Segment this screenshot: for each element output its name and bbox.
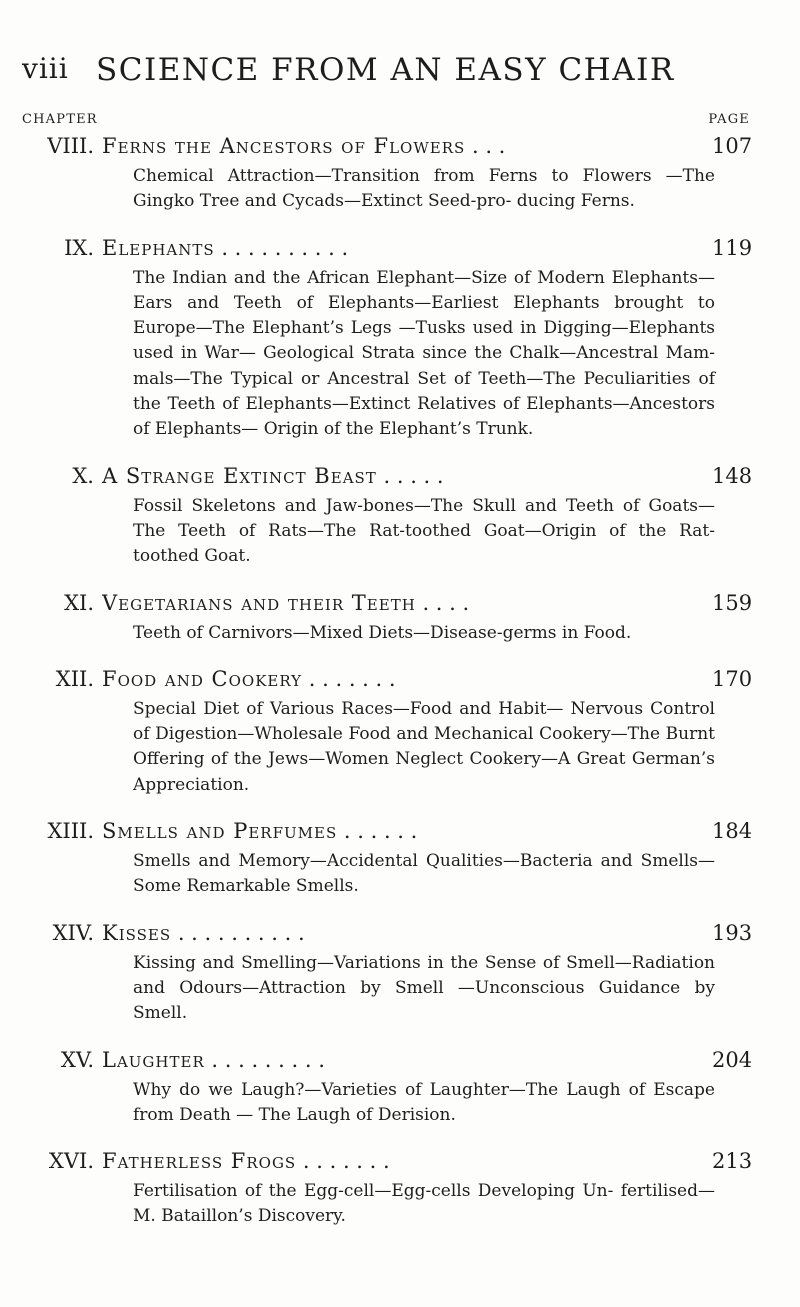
toc-entry <box>0 667 800 798</box>
chapter-number: VIII. <box>47 134 94 158</box>
chapter-summary: Special Diet of Various Races—Food and Habit— Nervous Control of Digestion—Wholesale Food and Mechanical Cookery—The Burnt Offering of the Jews—Women Neglect Cookery—A Great German’s Appreciation. <box>133 698 715 795</box>
page-number[interactable]: 184 <box>712 819 753 844</box>
chapter-number: XII. <box>55 666 94 691</box>
dot-leader: . . . . . . <box>337 819 418 844</box>
chapter-title[interactable]: Vegetarians and their Teeth . . . . <box>102 590 470 615</box>
dot-leader: . . . . . . . <box>296 1149 390 1174</box>
column-labels <box>22 112 750 130</box>
toc-entry <box>0 236 800 443</box>
chapter-number: XVI. <box>48 1149 94 1174</box>
chapter-title[interactable]: Food and Cookery . . . . . . . <box>102 666 396 691</box>
page-number[interactable]: 204 <box>712 1047 753 1072</box>
toc-entry <box>0 1048 800 1129</box>
page-number[interactable]: 193 <box>712 920 753 945</box>
page-column-label: PAGE <box>708 112 750 127</box>
chapter-number: XI. <box>64 590 94 615</box>
chapter-title[interactable]: A Strange Extinct Beast . . . . . <box>102 463 444 488</box>
page-folio: viii <box>22 52 69 85</box>
page-number[interactable]: 170 <box>712 666 753 691</box>
toc-entry <box>0 134 800 215</box>
chapter-summary: Teeth of Carnivors—Mixed Diets—Disease-germs in Food. <box>133 622 632 643</box>
chapter-summary: Smells and Memory—Accidental Qualities—Bacteria and Smells—Some Remarkable Smells. <box>133 851 715 897</box>
page-number[interactable]: 119 <box>712 235 753 260</box>
page-number[interactable]: 213 <box>712 1149 753 1174</box>
toc-entry <box>0 921 800 1027</box>
chapter-summary: Fossil Skeletons and Jaw-bones—The Skull and Teeth of Goats—The Teeth of Rats—The Rat-toothed Goat—Origin of the Rat-toothed Goat. <box>133 495 715 567</box>
chapter-summary: The Indian and the African Elephant—Size of Modern Elephants—Ears and Teeth of Elephants—Earliest Elephants brought to Europe—The Elephant’s Legs —Tusks used in Digging—Elephants used in War— Geological Strata since the Chalk—Ancestral Mam- mals—The Typical or Ancestral Set of Teeth—The Peculiarities of the Teeth of Elephants—Extinct Relatives of Elephants—Ancestors of Elephants— Origin of the Elephant’s Trunk. <box>133 267 715 440</box>
chapter-column-label: CHAPTER <box>22 112 98 127</box>
dot-leader: . . . . . . . <box>302 666 396 691</box>
table-of-contents <box>0 134 800 1230</box>
chapter-number: XV. <box>60 1047 94 1072</box>
toc-entry <box>0 1149 800 1230</box>
toc-entry <box>0 591 800 646</box>
chapter-summary: Fertilisation of the Egg-cell—Egg-cells Developing Un- fertilised—M. Bataillon’s Discovery. <box>133 1181 715 1227</box>
chapter-summary: Kissing and Smelling—Variations in the Sense of Smell—Radiation and Odours—Attraction by Smell —Unconscious Guidance by Smell. <box>133 952 715 1024</box>
chapter-title[interactable]: Laughter . . . . . . . . . <box>102 1047 325 1072</box>
dot-leader: . . . . . <box>376 463 444 488</box>
page-number[interactable]: 148 <box>712 463 753 488</box>
chapter-summary: Why do we Laugh?—Varieties of Laughter—The Laugh of Escape from Death — The Laugh of Derision. <box>133 1079 715 1125</box>
chapter-title[interactable]: Elephants . . . . . . . . . . <box>102 235 349 260</box>
chapter-title[interactable]: Kisses . . . . . . . . . . <box>102 920 305 945</box>
chapter-number: XIV. <box>52 920 94 945</box>
dot-leader: . . . . <box>415 590 470 615</box>
page-number[interactable]: 107 <box>712 134 753 158</box>
toc-entry <box>0 819 800 900</box>
chapter-title[interactable]: Ferns the Ancestors of Flowers . . . <box>102 134 506 158</box>
chapter-number: XIII. <box>47 819 94 844</box>
dot-leader: . . . . . . . . . . <box>171 920 305 945</box>
toc-entry <box>0 464 800 570</box>
dot-leader: . . . <box>465 134 506 158</box>
page-number[interactable]: 159 <box>712 590 753 615</box>
chapter-number: X. <box>72 463 94 488</box>
chapter-title[interactable]: Fatherless Frogs . . . . . . . <box>102 1149 390 1174</box>
chapter-summary: Chemical Attraction—Transition from Ferns to Flowers —The Gingko Tree and Cycads—Extinct Seed-pro- ducing Ferns. <box>133 166 715 212</box>
dot-leader: . . . . . . . . . . <box>214 235 349 260</box>
book-title: SCIENCE FROM AN EASY CHAIR <box>96 52 675 88</box>
chapter-number: IX. <box>64 235 94 260</box>
chapter-title[interactable]: Smells and Perfumes . . . . . . <box>102 819 418 844</box>
running-head <box>22 52 782 92</box>
dot-leader: . . . . . . . . . <box>204 1047 325 1072</box>
